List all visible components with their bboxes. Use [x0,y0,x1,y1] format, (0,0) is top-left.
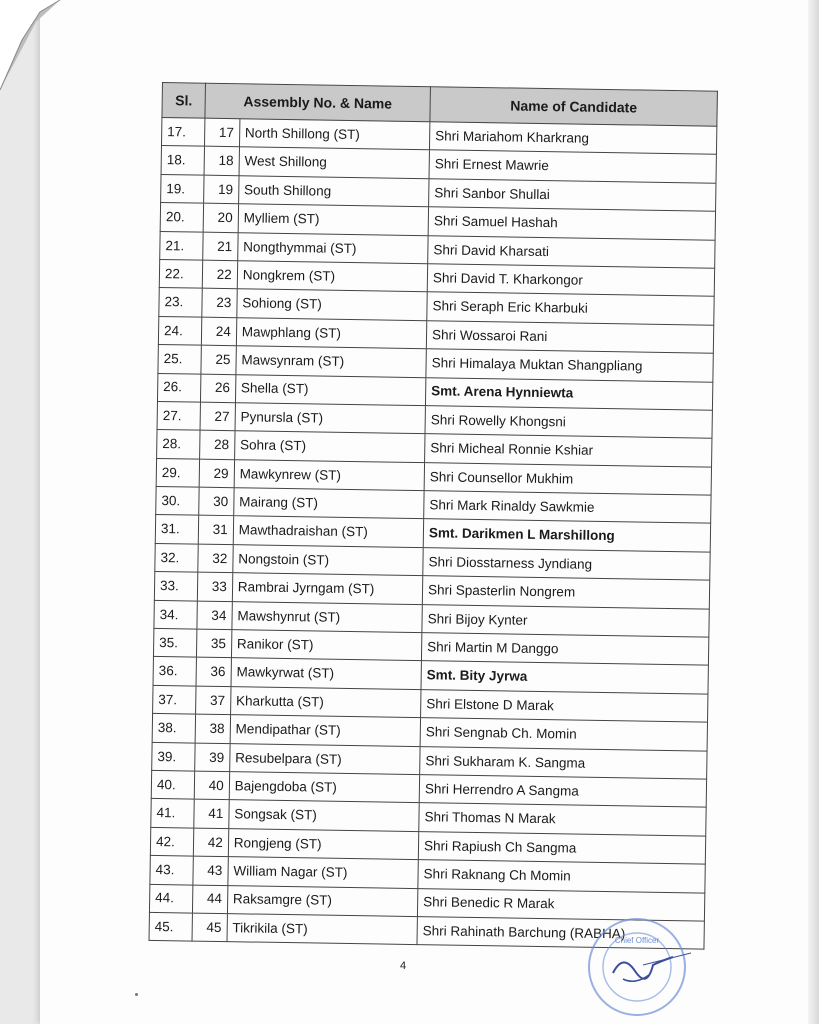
row-assembly-name: Mawsynram (ST) [236,346,427,377]
row-assembly-no: 38 [195,714,230,743]
row-assembly-no: 39 [195,743,230,772]
row-assembly-no: 34 [197,601,232,630]
row-candidate-name: Shri Mariahom Kharkrang [429,122,716,155]
page-curl-corner [0,0,70,90]
row-assembly-name: West Shillong [239,147,430,178]
row-candidate-name: Shri Himalaya Muktan Shangpliang [426,349,713,382]
row-assembly-no: 28 [200,430,235,459]
row-assembly-name: North Shillong (ST) [239,119,430,150]
row-sl: 18. [161,146,205,175]
row-assembly-name: Kharkutta (ST) [230,686,421,717]
row-candidate-name: Shri Raknang Ch Momin [418,860,705,893]
row-assembly-no: 18 [204,147,239,176]
row-sl: 27. [157,401,201,430]
row-candidate-name: Smt. Bity Jyrwa [421,661,708,694]
row-sl: 30. [156,487,200,516]
row-candidate-name: Shri Counsellor Mukhim [424,462,711,495]
row-assembly-no: 41 [194,799,229,828]
row-assembly-no: 32 [198,544,233,573]
row-sl: 28. [157,430,201,459]
row-candidate-name: Shri David Kharsati [428,235,715,268]
row-candidate-name: Shri Herrendro A Sangma [419,775,706,808]
official-stamp [583,913,691,1021]
row-sl: 42. [150,827,194,856]
row-assembly-name: Sohra (ST) [234,431,425,462]
row-assembly-no: 21 [203,232,238,261]
row-sl: 23. [159,288,203,317]
row-assembly-name: Bajengdoba (ST) [229,772,420,803]
row-sl: 34. [154,600,198,629]
header-candidate: Name of Candidate [430,87,717,127]
row-candidate-name: Shri Ernest Mawrie [429,150,716,183]
row-assembly-name: Songsak (ST) [229,800,420,831]
row-assembly-no: 25 [201,345,236,374]
row-candidate-name: Shri Elstone D Marak [421,689,708,722]
row-assembly-name: Tikrikila (ST) [227,914,418,945]
row-assembly-no: 17 [205,118,240,147]
row-candidate-name: Shri Rapiush Ch Sangma [418,831,705,864]
row-assembly-no: 26 [201,374,236,403]
row-candidate-name: Shri Samuel Hashah [428,207,715,240]
row-candidate-name: Shri Sanbor Shullai [429,178,716,211]
row-assembly-no: 29 [199,459,234,488]
row-sl: 19. [161,174,205,203]
row-assembly-no: 22 [202,260,237,289]
row-candidate-name: Shri Rowelly Khongsni [425,406,712,439]
row-sl: 36. [153,657,197,686]
row-assembly-no: 42 [193,828,228,857]
row-candidate-name: Shri Benedic R Marak [417,888,704,921]
row-assembly-no: 35 [197,629,232,658]
row-assembly-no: 36 [196,658,231,687]
row-sl: 37. [153,685,197,714]
header-assembly: Assembly No. & Name [205,83,430,122]
row-assembly-name: Sohiong (ST) [237,289,428,320]
row-candidate-name: Shri Thomas N Marak [419,803,706,836]
row-assembly-no: 20 [203,203,238,232]
row-assembly-name: Nongthymmai (ST) [237,232,428,263]
row-sl: 29. [156,458,200,487]
scan-right-edge [808,0,819,1024]
candidate-table [149,82,718,950]
row-assembly-no: 19 [204,175,239,204]
row-sl: 31. [155,515,199,544]
row-assembly-name: Nongstoin (ST) [233,545,424,576]
row-sl: 43. [150,856,194,885]
row-assembly-name: Mawphlang (ST) [236,317,427,348]
row-sl: 26. [157,373,201,402]
row-assembly-name: Mairang (ST) [233,488,424,519]
row-candidate-name: Shri Martin M Danggo [421,633,708,666]
row-assembly-no: 27 [200,402,235,431]
stamp-text: Chief Officer [614,936,660,945]
row-assembly-name: Mawshynrut (ST) [232,601,423,632]
row-sl: 22. [159,259,203,288]
row-candidate-name: Shri Wossaroi Rani [426,320,713,353]
row-candidate-name: Shri Micheal Ronnie Kshiar [425,434,712,467]
row-assembly-name: Raksamgre (ST) [227,885,418,916]
scan-speck [135,993,138,996]
row-candidate-name: Smt. Darikmen L Marshillong [423,519,710,552]
document-page [40,0,808,1024]
row-assembly-name: Pynursla (ST) [235,403,426,434]
row-sl: 40. [151,770,195,799]
row-assembly-name: William Nagar (ST) [228,857,419,888]
row-assembly-name: South Shillong [238,175,429,206]
row-assembly-no: 30 [199,487,234,516]
row-assembly-name: Rongjeng (ST) [228,828,419,859]
row-sl: 32. [155,543,199,572]
row-assembly-no: 45 [192,913,227,942]
row-assembly-name: Mylliem (ST) [238,204,429,235]
row-candidate-name: Shri Spasterlin Nongrem [422,576,709,609]
row-assembly-name: Ranikor (ST) [231,630,422,661]
row-sl: 33. [154,572,198,601]
row-sl: 25. [158,345,202,374]
row-assembly-name: Nongkrem (ST) [237,261,428,292]
row-sl: 20. [160,203,204,232]
row-assembly-name: Shella (ST) [235,374,426,405]
row-sl: 21. [160,231,204,260]
page-number: 4 [400,960,407,972]
row-assembly-name: Mawkyrwat (ST) [231,658,422,689]
row-candidate-name: Shri Seraph Eric Kharbuki [427,292,714,325]
row-sl: 24. [158,316,202,345]
row-candidate-name: Shri Rahinath Barchung (RABHA) [417,917,704,950]
row-sl: 44. [149,884,193,913]
row-assembly-name: Mendipathar (ST) [230,715,421,746]
row-assembly-no: 33 [197,572,232,601]
row-assembly-no: 44 [193,885,228,914]
row-assembly-name: Resubelpara (ST) [229,743,420,774]
row-candidate-name: Shri Sengnab Ch. Momin [420,718,707,751]
row-assembly-name: Mawkynrew (ST) [234,459,425,490]
row-sl: 35. [153,628,197,657]
row-sl: 38. [152,714,196,743]
row-candidate-name: Shri Bijoy Kynter [422,604,709,637]
row-sl: 17. [161,118,205,147]
row-assembly-no: 40 [194,771,229,800]
row-assembly-no: 37 [196,686,231,715]
row-candidate-name: Shri Sukharam K. Sangma [420,746,707,779]
row-assembly-no: 24 [201,317,236,346]
header-sl: Sl. [162,83,206,119]
row-candidate-name: Shri Diosstarness Jyndiang [423,548,710,581]
row-sl: 41. [151,799,195,828]
row-candidate-name: Shri Mark Rinaldy Sawkmie [424,491,711,524]
row-assembly-name: Mawthadraishan (ST) [233,516,424,547]
row-sl: 45. [149,912,193,941]
row-assembly-no: 43 [193,856,228,885]
row-candidate-name: Smt. Arena Hynniewta [425,377,712,410]
row-assembly-no: 31 [198,516,233,545]
row-sl: 39. [152,742,196,771]
row-assembly-name: Rambrai Jyrngam (ST) [232,573,423,604]
row-candidate-name: Shri David T. Kharkongor [427,264,714,297]
row-assembly-no: 23 [202,289,237,318]
